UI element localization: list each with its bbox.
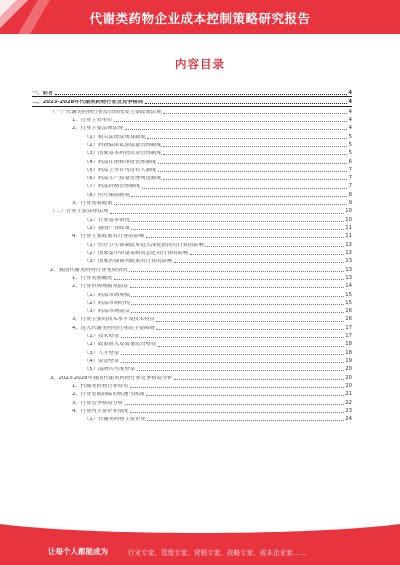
toc-dot-leader — [174, 379, 344, 380]
toc-entry[interactable] — [32, 215, 352, 223]
toc-entry-page: 4 — [348, 116, 352, 123]
toc-entry[interactable] — [32, 256, 352, 264]
toc-entry-label: （3）国家医保谈判政策对行业的影响 — [84, 259, 173, 265]
toc-entry-label: （1）药品市场规模 — [84, 292, 130, 298]
toc-entry[interactable] — [32, 97, 352, 106]
toc-entry[interactable] — [32, 306, 352, 314]
toc-entry-page: 6 — [348, 158, 352, 165]
toc-entry-page: 17 — [345, 324, 352, 331]
toc-dot-leader — [142, 188, 347, 189]
toc-entry[interactable] — [32, 115, 352, 123]
toc-dot-leader — [121, 362, 344, 363]
toc-entry-page: 7 — [348, 166, 352, 173]
toc-entry-label: 二、2023-2028年代谢类药物行业及竞争格局 — [32, 100, 144, 106]
toc-entry[interactable] — [32, 323, 352, 331]
page-footer — [0, 519, 400, 565]
toc-entry-page: 5 — [348, 141, 352, 148]
toc-entry[interactable] — [32, 123, 352, 131]
toc-dot-leader — [55, 94, 347, 95]
toc-entry-page: 24 — [345, 416, 352, 423]
toc-entry-label: （3）人才壁垒 — [84, 350, 120, 356]
toc-entry-page: 18 — [345, 349, 352, 356]
toc-entry[interactable] — [32, 389, 352, 397]
toc-entry[interactable] — [32, 381, 352, 389]
toc-entry-page: 18 — [345, 341, 352, 348]
toc-entry[interactable] — [32, 198, 352, 206]
toc-dot-leader — [163, 113, 347, 114]
toc-entry[interactable] — [32, 231, 352, 239]
toc-dot-leader — [121, 354, 344, 355]
toc-entry-label: （3）国家基本药物目录管理制度 — [84, 151, 162, 157]
toc-entry-page: 5 — [348, 133, 352, 140]
toc-entry-label: 2、行业市场规模及前景 — [72, 284, 129, 290]
toc-entry-label: （6）药品生产质量管理规范制度 — [84, 176, 162, 182]
table-of-contents — [32, 88, 352, 423]
toc-entry-label: （2）国家集中带量采购常态化对行业的影响 — [84, 250, 189, 256]
toc-dot-leader — [163, 179, 347, 180]
toc-entry[interactable] — [32, 273, 352, 281]
toc-dot-leader — [131, 296, 344, 297]
toc-dot-leader — [114, 204, 347, 205]
toc-entry-label: （1）行业基本情况 — [84, 217, 130, 223]
toc-entry[interactable] — [32, 339, 352, 347]
toc-dot-leader — [156, 329, 343, 330]
footer-slogan-text: 行业专家、管理专家、营销专家、战略专家、成本企业家…… — [128, 549, 307, 557]
toc-entry-page: 11 — [345, 233, 352, 240]
toc-entry-label: 一、前言 — [32, 91, 54, 97]
toc-entry[interactable] — [32, 314, 352, 322]
toc-dot-leader — [163, 154, 347, 155]
toc-dot-leader — [125, 404, 344, 405]
toc-entry[interactable] — [32, 290, 352, 298]
toc-entry-page: 10 — [345, 208, 352, 215]
toc-entry-label: （2）政策准入及质量监管壁垒 — [84, 342, 157, 348]
toc-entry-label: 4、进入代谢类药物行业的主要障碍 — [72, 325, 155, 331]
toc-dot-leader — [131, 196, 347, 197]
toc-entry[interactable] — [32, 157, 352, 165]
toc-entry-page: 19 — [345, 358, 352, 365]
toc-entry-page: 17 — [345, 333, 352, 340]
toc-dot-leader — [158, 163, 347, 164]
toc-entry-label: （1）技术壁垒 — [84, 334, 120, 340]
toc-entry-page: 16 — [345, 316, 352, 323]
toc-entry-page: 4 — [348, 99, 352, 106]
toc-entry[interactable] — [32, 173, 352, 181]
toc-entry[interactable] — [32, 107, 352, 115]
toc-entry-label: 1、行业发展概况 — [72, 275, 113, 281]
toc-entry-label: 3、2023-2028年我国代谢类药物行业竞争格局分析 — [50, 375, 173, 381]
toc-entry[interactable] — [32, 181, 352, 189]
toc-entry-label: 3、行业主要的技术水平及技术特点 — [72, 317, 155, 323]
toc-entry-page: 20 — [345, 374, 352, 381]
toc-entry-label: 1、行业主管单位 — [72, 117, 113, 123]
toc-entry[interactable] — [32, 265, 352, 273]
toc-dot-leader — [147, 138, 347, 139]
toc-entry-page: 4 — [348, 90, 352, 97]
toc-dot-leader — [131, 229, 344, 230]
footer-decoration — [0, 519, 400, 533]
toc-entry-page: 13 — [345, 258, 352, 265]
toc-entry-label: （一）代谢类药物行业监管情况及主要政策法规 — [50, 109, 162, 115]
toc-dot-leader — [130, 412, 344, 413]
toc-dot-leader — [131, 312, 344, 313]
toc-entry-page: 4 — [348, 108, 352, 115]
toc-entry-label: （2）药品市场结构 — [84, 300, 130, 306]
toc-entry-label: （4）药品注册和审批管理制度 — [84, 159, 157, 165]
toc-entry-page: 7 — [348, 183, 352, 190]
toc-entry[interactable] — [32, 148, 352, 156]
toc-entry[interactable] — [32, 364, 352, 372]
toc-entry-label: 4、行业内主要企业情况 — [72, 408, 129, 414]
toc-entry-page: 8 — [348, 191, 352, 198]
toc-dot-leader — [130, 387, 344, 388]
toc-dot-leader — [146, 237, 344, 238]
toc-dot-leader — [163, 146, 347, 147]
toc-entry-label: （8）医疗保险制度 — [84, 192, 130, 198]
toc-dot-leader — [147, 420, 344, 421]
toc-entry-label: 2、我国代谢类药物行业发展情况 — [50, 267, 128, 273]
toc-dot-leader — [158, 171, 347, 172]
toc-dot-leader — [145, 103, 347, 104]
toc-entry-page: 7 — [348, 175, 352, 182]
toc-entry-label: 4、行业主要政策对行业的影响 — [72, 234, 145, 240]
toc-entry-page: 12 — [345, 241, 352, 248]
toc-entry-label: 3、行业发展政策 — [72, 201, 113, 207]
toc-dot-leader — [137, 370, 344, 371]
toc-entry-label: （1）代谢类药物主要企业 — [84, 417, 146, 423]
toc-entry-label: （3）药品市场前景 — [84, 309, 130, 315]
toc-entry-label: （1）医疗卫生体制改革进入深化阶段对行业的影响 — [84, 242, 204, 248]
toc-entry[interactable] — [32, 140, 352, 148]
toc-entry[interactable] — [32, 248, 352, 256]
footer-brand-text: 让每个人都能成为 — [48, 547, 108, 556]
toc-dot-leader — [205, 246, 343, 247]
toc-entry-label: （2）药物临床试验质量管理制度 — [84, 142, 162, 148]
toc-entry-label: （5）药品上市许可持有人制度 — [84, 167, 157, 173]
toc-entry[interactable] — [32, 356, 352, 364]
toc-entry[interactable] — [32, 281, 352, 289]
toc-entry[interactable] — [32, 348, 352, 356]
toc-entry-label: （7）药品价格管理制度 — [84, 184, 141, 190]
toc-entry-page: 14 — [345, 283, 352, 290]
toc-entry-page: 9 — [348, 200, 352, 207]
toc-entry[interactable] — [32, 165, 352, 173]
toc-dot-leader — [121, 337, 344, 338]
toc-dot-leader — [156, 321, 343, 322]
toc-entry-page: 20 — [345, 382, 352, 389]
toc-entry-page: 15 — [345, 299, 352, 306]
toc-entry[interactable] — [32, 414, 352, 422]
toc-dot-leader — [125, 129, 348, 130]
toc-dot-leader — [129, 271, 344, 272]
toc-entry-page: 5 — [348, 150, 352, 157]
toc-dot-leader — [131, 304, 344, 305]
toc-dot-leader — [114, 279, 344, 280]
toc-entry[interactable] — [32, 406, 352, 414]
toc-dot-leader — [131, 221, 344, 222]
toc-entry-page: 10 — [345, 216, 352, 223]
toc-entry-page: 13 — [345, 266, 352, 273]
report-title: 代谢类药物企业成本控制策略研究报告 — [89, 11, 311, 26]
toc-entry-page: 20 — [345, 366, 352, 373]
toc-entry-page: 13 — [345, 274, 352, 281]
toc-entry-label: 1、代谢类药物行业特点 — [72, 383, 129, 389]
toc-entry-page: 11 — [345, 225, 352, 232]
toc-entry-label: （2）我国产业政策 — [84, 226, 130, 232]
toc-entry[interactable] — [32, 206, 352, 214]
toc-entry-label: （4）资金壁垒 — [84, 359, 120, 365]
toc-entry[interactable] — [32, 88, 352, 97]
toc-entry-page: 4 — [348, 125, 352, 132]
toc-dot-leader — [190, 254, 344, 255]
toc-dot-leader — [114, 121, 347, 122]
toc-dot-leader — [130, 287, 344, 288]
toc-entry[interactable] — [32, 331, 352, 339]
toc-entry-label: （5）品牌认可度壁垒 — [84, 367, 136, 373]
toc-entry[interactable] — [32, 223, 352, 231]
toc-entry-page: 16 — [345, 308, 352, 315]
toc-entry[interactable] — [32, 298, 352, 306]
toc-entry[interactable] — [32, 132, 352, 140]
toc-entry[interactable] — [32, 240, 352, 248]
toc-entry[interactable] — [32, 373, 352, 381]
toc-dot-leader — [174, 262, 344, 263]
toc-entry[interactable] — [32, 190, 352, 198]
report-header — [0, 0, 400, 34]
toc-heading: 内容目录 — [175, 57, 225, 71]
toc-entry-page: 12 — [345, 249, 352, 256]
toc-dot-leader — [158, 346, 344, 347]
toc-entry-page: 15 — [345, 291, 352, 298]
toc-entry-page: 22 — [345, 399, 352, 406]
toc-dot-leader — [110, 213, 344, 214]
toc-entry-label: 3、行业竞争格局分析 — [72, 400, 124, 406]
toc-entry-label: 2、行业主要法律法规 — [72, 126, 124, 132]
toc-entry-label: （1）相关法律法规及制度 — [84, 134, 146, 140]
toc-entry-page: 23 — [345, 407, 352, 414]
toc-entry-label: 2、行业发展面临的机遇与挑战 — [72, 392, 145, 398]
toc-entry[interactable] — [32, 398, 352, 406]
toc-entry-page: 21 — [345, 391, 352, 398]
toc-dot-leader — [146, 395, 344, 396]
toc-entry-label: （二）行业主要法律法规 — [50, 209, 109, 215]
